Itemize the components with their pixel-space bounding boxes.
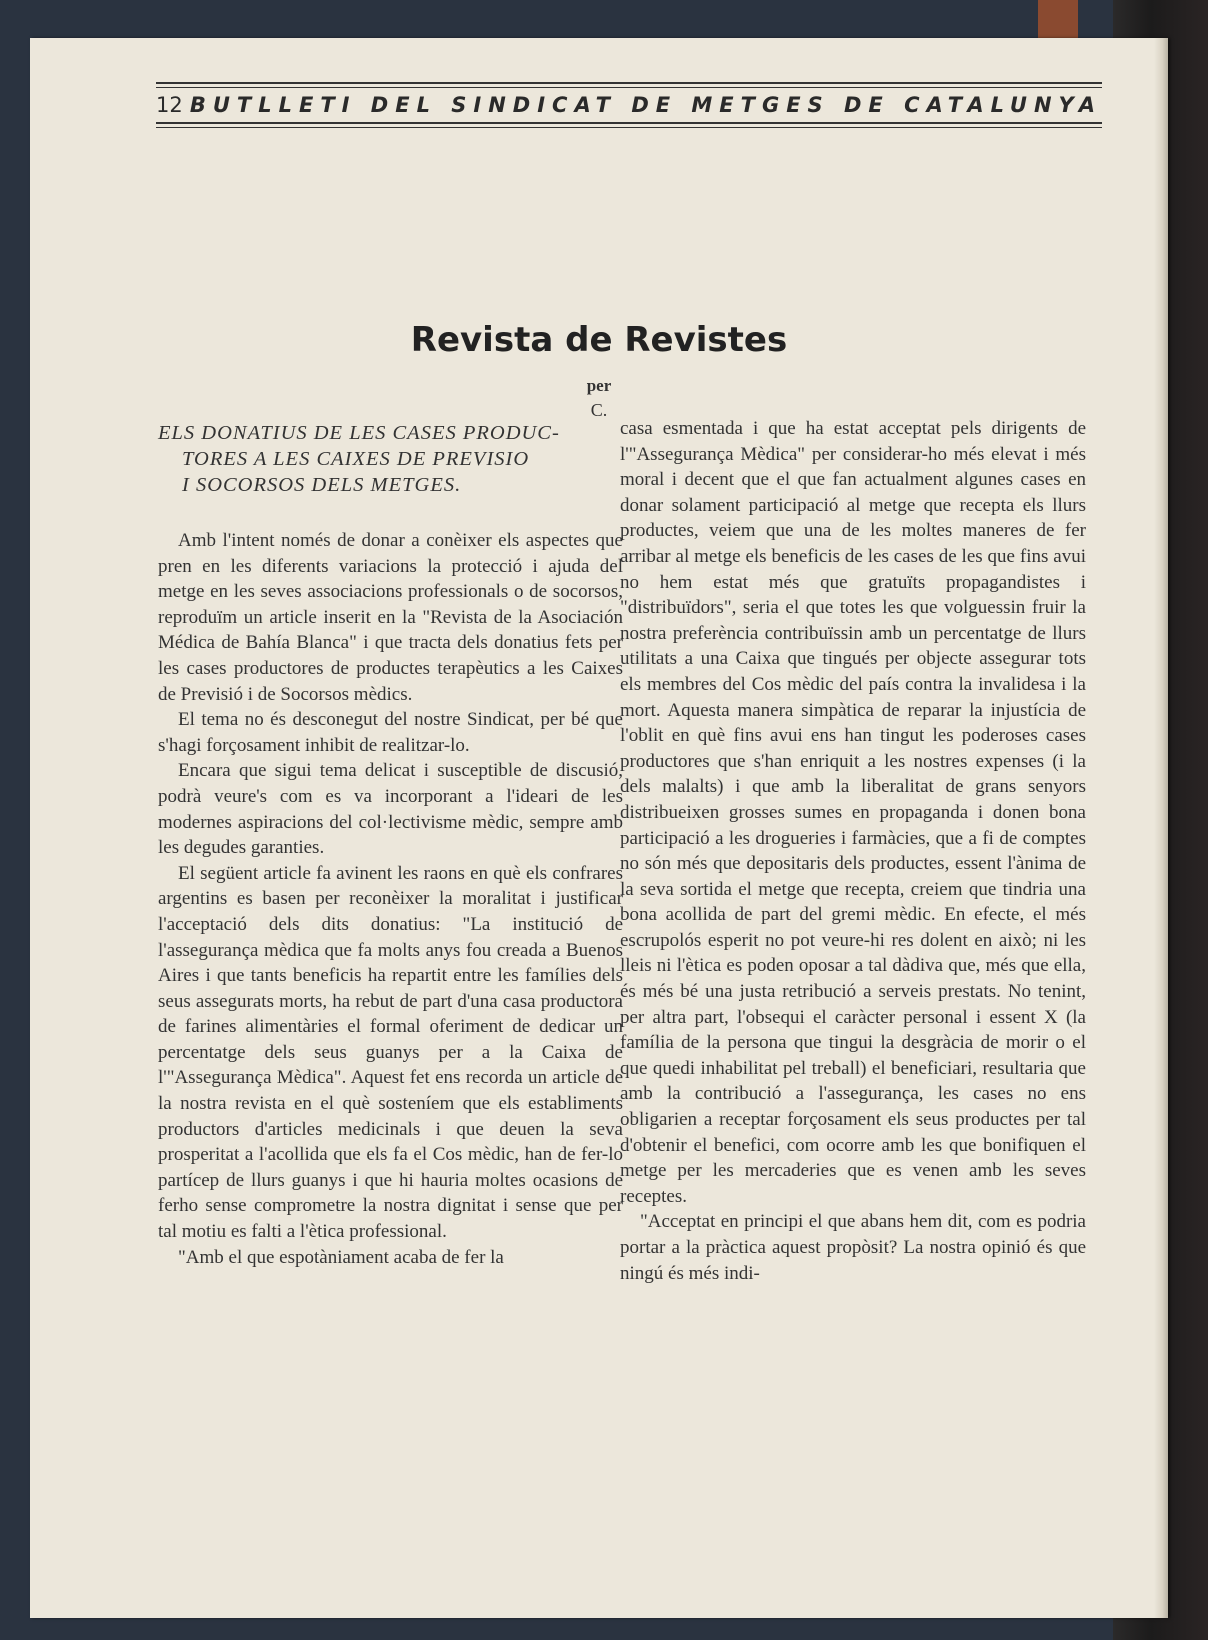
section-heading-line-1: ELS DONATIUS DE LES CASES PRODUC-: [158, 422, 560, 444]
paragraph: casa esmentada i que ha estat acceptat pels dirigents de l'"Assegurança Mèdica" per considerar-ho més elevat i més moral i decent que el que fan actualment algunes cases en donar solament participació al metge que recepta els llurs productes, veiem que una de les moltes maneres de fer arribar al metge els beneficis de les cases de les que fins avui no hem estat més que gratuïts propagandistes i "distribuïdors", seria el que totes les que volguessin fruir la nostra preferència contribuïssin amb un percentatge de llurs utilitats a una Caixa que tingués per objecte assegurar tots els membres del Cos mèdic del país contra la invalidesa i la mort. Aquesta manera simpàtica de reparar la injustícia de l'oblit en què fins avui ens han tingut les poderoses cases productores que s'han enriquit a les nostres expenses (i la dels malalts) i que amb la liberalitat de grans senyors distribueixen grosses sumes en propaganda i donen bona participació a les drogueries i farmàcies, que a fi de comptes no són més que depositaris dels productes, essent l'ànima de la seva sortida el metge que recepta, creiem que tindria una bona acollida de part del gremi mèdic. En efecte, el més escrupolós esperit no pot veure-hi res dolent en això; ni les lleis ni l'ètica es poden oposar a tal dàdiva que, més que ella, és més bé una justa retribució a serveis prestats. No tenint, per altra part, l'obsequi el caràcter personal i essent X (la família de la persona que tingui la desgràcia de morir o el que quedi inhabilitat pel treball) el beneficiari, resultaria que amb la contribució a l'assegurança, les cases no ens obligarien a receptar forçosament els seus productes per tal d'obtenir el benefici, com ocorre amb les que bonifiquen el metge per les mercaderies que es venen amb les seves receptes.: [620, 418, 1086, 1207]
paragraph: "Amb el que espotàniament acaba de fer la: [178, 1246, 504, 1268]
paragraph: Encara que sigui tema delicat i susceptible de discusió, podrà veure's com es va incorporant a l'ideari de les modernes aspiracions del col·lectivisme mèdic, sempre amb les degudes garanties.: [158, 760, 623, 859]
section-heading-line-3: I SOCORSOS DELS METGES.: [182, 474, 462, 496]
article-title: Revista de Revistes: [410, 320, 788, 360]
running-header: [156, 82, 1102, 132]
paragraph: Amb l'intent només de donar a conèixer els aspectes que pren en les diferents variacions la protecció i ajuda del metge en les seves associacions professionals o de socorsos, reproduïm un article inserit en la "Revista de la Asociación Médica de Bahía Blanca" i que tracta dels donatius fets per les cases productores de productes terapèutics a les Caixes de Previsió i de Socorsos mèdics.: [158, 530, 623, 705]
paragraph: El tema no és desconegut del nostre Sindicat, per bé que s'hagi forçosament inhibit de realitzar-lo.: [158, 709, 623, 756]
header-row: [156, 90, 1102, 120]
page-fold-shadow: [1154, 38, 1168, 1618]
byline-per: per: [586, 376, 612, 395]
header-rule-bottom: [156, 122, 1102, 124]
paragraph: El següent article fa avinent les raons en què els confrares argentins es basen per reconèixer la moralitat i justificar l'acceptació dels dits donatius: "La institució de l'assegurança mèdica que fa molts anys fou creada a Buenos Aires i que tants beneficis ha repartit entre les famílies dels seus assegurats morts, ha rebut de part d'una casa productora de farines alimentàries el formal oferiment de dedicar un percentatge dels seus guanys per a la Caixa de l'"Assegurança Mèdica". Aquest fet ens recorda un article de la nostra revista en el què sosteníem que els establiments productors d'articles medicinals i que deuen la seva prosperitat a l'acollida que els fa el Cos mèdic, han de fer-lo partícep de llurs guanys i que hi hauria moltes ocasions de ferho sense comprometre la nostra dignitat i sense que per tal motiu es falti a l'ètica professional.: [158, 862, 623, 1243]
header-rule-bottom-thin: [156, 127, 1102, 128]
header-rule-top-thin: [156, 87, 1102, 88]
section-heading: [158, 420, 623, 498]
section-heading-line-2: TORES A LES CAIXES DE PREVISIO: [182, 448, 530, 470]
header-rule-top: [156, 82, 1102, 84]
left-column: [158, 420, 623, 1270]
right-column: [620, 416, 1086, 1286]
paragraph: "Acceptat en principi el que abans hem dit, com es podria portar a la pràctica aquest propòsit? La nostra opinió és que ningú és més indi-: [620, 1211, 1086, 1284]
page-number: 12: [156, 93, 183, 117]
byline-author: C.: [590, 400, 608, 420]
running-title: BUTLLETI DEL SINDICAT DE METGES DE CATALUNYA: [189, 93, 1102, 117]
